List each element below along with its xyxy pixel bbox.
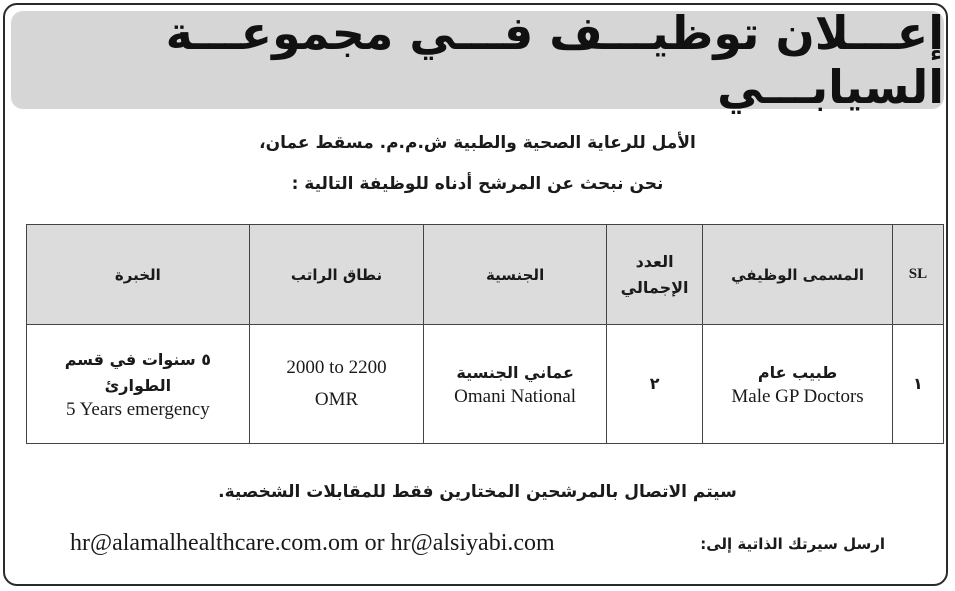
jobs-table	[26, 224, 944, 444]
salary-currency: OMR	[314, 389, 359, 410]
header-nationality: الجنسية	[424, 225, 607, 325]
ad-title: إعـــلان توظيـــف فـــي مجموعـــة السيابـــي	[165, 6, 944, 114]
company-line: الأمل للرعاية الصحية والطبية ش.م.م. مسقط عمان،	[259, 133, 696, 153]
contact-note: سيتم الاتصال بالمرشحين المختارين فقط للمقابلات الشخصية.	[218, 482, 737, 502]
title-banner	[11, 6, 944, 114]
header-sl: SL	[892, 225, 943, 325]
contact-emails[interactable]: hr@alamalhealthcare.com.om or hr@alsiyabi.com	[70, 530, 555, 556]
nationality-ar: عماني الجنسية	[456, 363, 574, 383]
table-header-row	[27, 225, 944, 325]
count-value: ٢	[649, 374, 660, 394]
cell-salary	[249, 325, 424, 444]
salary-range: 2000 to 2200	[286, 356, 387, 378]
experience-ar-line1: ٥ سنوات في قسم	[64, 350, 212, 370]
job-title-en: Male GP Doctors	[731, 385, 864, 407]
table-row	[27, 325, 944, 444]
cell-experience	[27, 325, 250, 444]
header-count-line2: الإجمالي	[620, 277, 689, 297]
email-row	[70, 530, 885, 557]
cell-job-title	[703, 325, 893, 444]
cell-sl	[892, 325, 943, 444]
send-cv-label: ارسل سيرتك الذاتية إلى:	[700, 534, 885, 553]
experience-en: 5 Years emergency	[66, 398, 210, 420]
header-job-title: المسمى الوظيفي	[703, 225, 893, 325]
header-count-line1: العدد	[635, 251, 674, 271]
seeking-line: نحن نبحث عن المرشح أدناه للوظيفة التالية :	[291, 174, 664, 194]
nationality-en: Omani National	[454, 385, 577, 407]
cell-nationality	[424, 325, 607, 444]
header-experience: الخبرة	[27, 225, 250, 325]
header-salary: نطاق الراتب	[249, 225, 424, 325]
header-count	[606, 225, 702, 325]
sl-value: ١	[913, 374, 923, 394]
job-title-ar: طبيب عام	[757, 363, 838, 383]
cell-count	[606, 325, 702, 444]
experience-ar-line2: الطوارئ	[104, 376, 172, 395]
